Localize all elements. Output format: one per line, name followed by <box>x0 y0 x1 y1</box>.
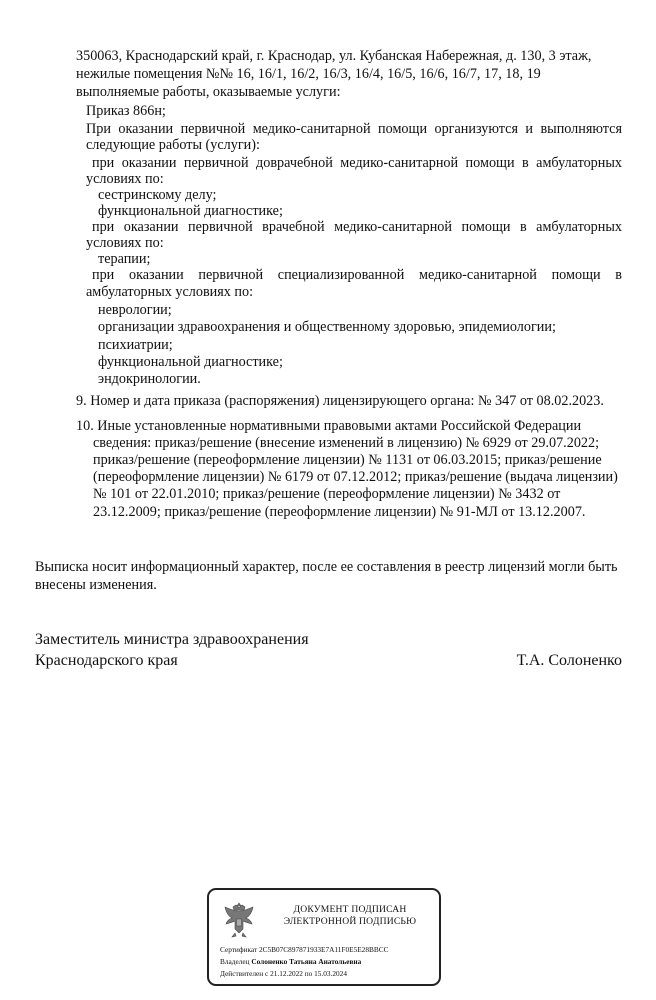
owner-value: Солоненко Татьяна Анатольевна <box>251 957 362 966</box>
electronic-signature-stamp <box>207 888 441 986</box>
group2-line-2: условиях по: <box>86 235 164 251</box>
stamp-title <box>261 904 439 928</box>
item-10-line-4: (переоформление лицензии) № 6179 от 07.12.2012; приказ/решение (выдача лицензии) <box>93 469 618 485</box>
intro-line-2: следующие работы (услуги): <box>86 137 260 153</box>
group1-item: функциональной диагностике; <box>98 203 283 219</box>
address-line-2: нежилые помещения №№ 16, 16/1, 16/2, 16/3, 16/4, 16/5, 16/6, 16/7, 17, 18, 19 <box>76 66 541 82</box>
group2-item: терапии; <box>98 251 151 267</box>
stamp-title-line-2: ЭЛЕКТРОННОЙ ПОДПИСЬЮ <box>283 916 417 927</box>
signer-position-line-2: Краснодарского края <box>35 652 178 669</box>
group2-line-1: при оказании первичной врачебной медико-санитарной помощи в амбулаторных <box>92 219 622 235</box>
order-label: Приказ 866н; <box>86 103 166 119</box>
group3-item: эндокринологии. <box>98 371 201 387</box>
group3-item: организации здравоохранения и общественному здоровью, эпидемиологии; <box>98 319 556 335</box>
item-10-line-3: приказ/решение (переоформление лицензии) № 1131 от 06.03.2015; приказ/решение <box>93 452 602 468</box>
stamp-validity: Действителен с 21.12.2022 по 15.03.2024 <box>220 969 347 978</box>
owner-label: Владелец <box>220 957 250 966</box>
item-10-line-1: 10. Иные установленные нормативными правовыми актами Российской Федерации <box>76 418 582 434</box>
group3-item: функциональной диагностике; <box>98 354 283 370</box>
group1-item: сестринскому делу; <box>98 187 217 203</box>
group3-line-1: при оказании первичной специализированной медико-санитарной помощи в <box>92 267 622 283</box>
stamp-title-line-1: ДОКУМЕНТ ПОДПИСАН <box>293 904 407 915</box>
item-10-line-6: 23.12.2009; приказ/решение (переоформление лицензии) № 91-МЛ от 13.12.2007. <box>93 504 586 520</box>
notice-line-1: Выписка носит информационный характер, после ее составления в реестр лицензий могли быть <box>35 559 618 575</box>
notice-line-2: внесены изменения. <box>35 577 157 593</box>
signer-position-line-1: Заместитель министра здравоохранения <box>35 631 309 648</box>
certificate-value: 2C5B07C897871933E7A11F0E5E28BBCC <box>258 945 389 954</box>
signer-name: Т.А. Солоненко <box>516 652 622 669</box>
group3-item: психиатрии; <box>98 337 173 353</box>
address-line-3: выполняемые работы, оказываемые услуги: <box>76 84 341 100</box>
coat-of-arms-icon <box>220 899 258 939</box>
intro-line-1: При оказании первичной медико-санитарной помощи организуются и выполняются <box>86 121 622 137</box>
group3-line-2: амбулаторных условиях по: <box>86 284 254 300</box>
address-line-1: 350063, Краснодарский край, г. Краснодар, ул. Кубанская Набережная, д. 130, 3 этаж, <box>76 48 592 64</box>
stamp-owner <box>220 957 361 966</box>
group3-item: неврологии; <box>98 302 172 318</box>
group1-line-1: при оказании первичной доврачебной медико-санитарной помощи в амбулаторных <box>92 155 622 171</box>
item-9: 9. Номер и дата приказа (распоряжения) лицензирующего органа: № 347 от 08.02.2023. <box>76 393 604 409</box>
item-10-line-5: № 101 от 22.01.2010; приказ/решение (переоформление лицензии) № 3432 от <box>93 486 561 502</box>
item-10-line-2: сведения: приказ/решение (внесение изменений в лицензию) № 6929 от 29.07.2022; <box>93 435 600 451</box>
group1-line-2: условиях по: <box>86 171 164 187</box>
certificate-label: Сертификат <box>220 945 258 954</box>
stamp-certificate <box>220 945 388 954</box>
